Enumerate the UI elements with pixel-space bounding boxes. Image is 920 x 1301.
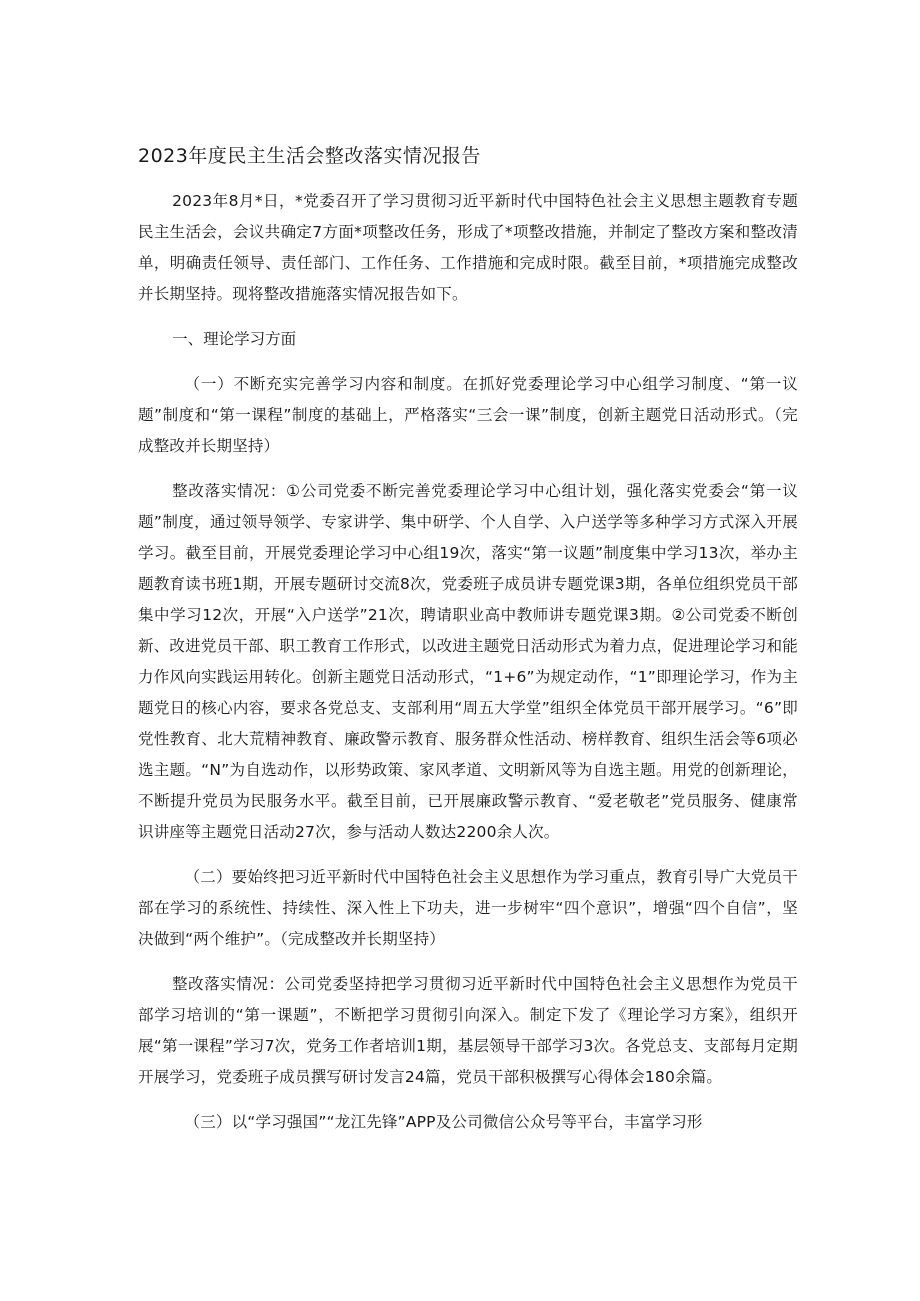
intro-paragraph: 2023年8月*日，*党委召开了学习贯彻习近平新时代中国特色社会主义思想主题教育专题民主生活会，会议共确定7方面*项整改任务，形成了*项整改措施，并制定了整改方案和整改清单，明确责任领导、责任部门、工作任务、工作措施和完成时限。截至目前，*项措施完成整改并长期坚持。现将整改措施落实情况报告如下。 bbox=[138, 192, 798, 303]
item-1-paragraph: （一）不断充实完善学习内容和制度。在抓好党委理论学习中心组学习制度、“第一议题”制度和“第一课程”制度的基础上，严格落实“三会一课”制度，创新主题党日活动形式。（完成整改并长期坚持） bbox=[138, 375, 798, 455]
section-heading-theory-study: 一、理论学习方面 bbox=[172, 330, 297, 348]
item-3-paragraph: （三）以“学习强国”“龙江先锋”APP及公司微信公众号等平台，丰富学习形 bbox=[184, 1113, 703, 1131]
item-2-status-paragraph: 整改落实情况：公司党委坚持把学习贯彻习近平新时代中国特色社会主义思想作为党员干部学习培训的“第一课题”，不断把学习贯彻引向深入。制定下发了《理论学习方案》，组织开展“第一课程”学习7次，党务工作者培训1期，基层领导干部学习3次。各党总支、支部每月定期开展学习，党委班子成员撰写研讨发言24篇，党员干部积极撰写心得体会180余篇。 bbox=[138, 975, 798, 1086]
document-title: 2023年度民主生活会整改落实情况报告 bbox=[138, 145, 481, 167]
item-1-status-paragraph: 整改落实情况：①公司党委不断完善党委理论学习中心组计划，强化落实党委会“第一议题”制度，通过领导领学、专家讲学、集中研学、个人自学、入户送学等多种学习方式深入开展学习。截至目前，开展党委理论学习中心组19次，落实“第一议题”制度集中学习13次，举办主题教育读书班1期，开展专题研讨交流8次，党委班子成员讲专题党课3期，各单位组织党员干部集中学习12次，开展“入户送学”21次，聘请职业高中教师讲专题党课3期。②公司党委不断创新、改进党员干部、职工教育工作形式，以改进主题党日活动形式为着力点，促进理论学习和能力作风向实践运用转化。创新主题党日活动形式，“1+6”为规定动作，“1”即理论学习，作为主题党日的核心内容，要求各党总支、支部利用“周五大学堂”组织全体党员干部开展学习。“6”即党性教育、北大荒精神教育、廉政警示教育、服务群众性活动、榜样教育、组织生活会等6项必选主题。“N”为自选动作，以形势政策、家风孝道、文明新风等为自选主题。用党的创新理论，不断提升党员为民服务水平。截至目前，已开展廉政警示教育、“爱老敬老”党员服务、健康常识讲座等主题党日活动27次，参与活动人数达2200余人次。 bbox=[138, 482, 798, 841]
document-body bbox=[138, 140, 798, 1152]
item-2-paragraph: （二）要始终把习近平新时代中国特色社会主义思想作为学习重点，教育引导广大党员干部在学习的系统性、持续性、深入性上下功夫，进一步树牢“四个意识”，增强“四个自信”，坚决做到“两个维护”。（完成整改并长期坚持） bbox=[138, 868, 798, 948]
